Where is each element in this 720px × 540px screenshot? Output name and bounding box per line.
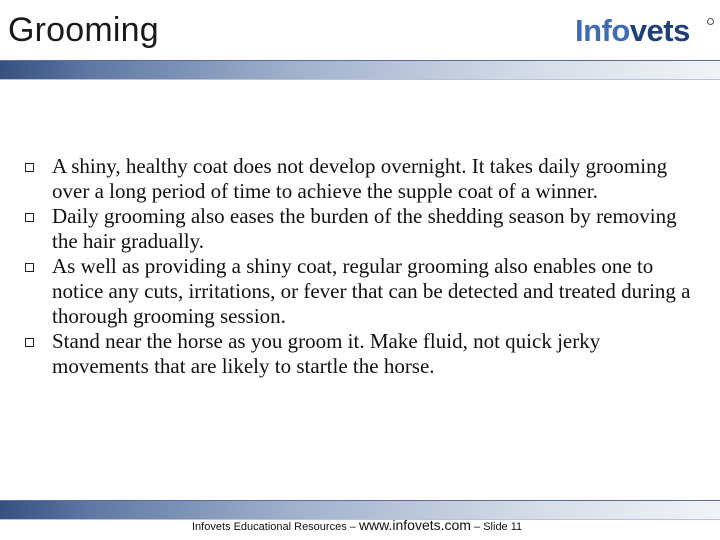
logo-part-vets: vets	[629, 13, 690, 48]
logo-part-info: Info	[575, 13, 630, 48]
trademark-icon	[707, 18, 714, 25]
square-bullet-icon	[25, 163, 34, 172]
bullet-list	[52, 154, 702, 379]
bullet-text: As well as providing a shiny coat, regular grooming also enables one to notice any cuts, irritations, or fever that can be detected and treated during a thorough grooming session.	[52, 254, 691, 328]
infovets-logo	[575, 12, 715, 52]
footer-text	[192, 516, 522, 536]
footer-prefix: Infovets Educational Resources –	[192, 521, 359, 533]
bullet-text: Stand near the horse as you groom it. Make fluid, not quick jerky movements that are likely to startle the horse.	[52, 329, 601, 378]
bullet-text: Daily grooming also eases the burden of the shedding season by removing the hair gradually.	[52, 204, 677, 253]
header-gradient-bar	[0, 60, 720, 80]
bullet-item	[52, 204, 702, 254]
square-bullet-icon	[25, 263, 34, 272]
bullet-item	[52, 329, 702, 379]
square-bullet-icon	[25, 213, 34, 222]
slide-title: Grooming	[8, 11, 159, 49]
square-bullet-icon	[25, 338, 34, 347]
footer-url-link[interactable]: www.infovets.com	[358, 517, 471, 533]
bullet-text: A shiny, healthy coat does not develop overnight. It takes daily grooming over a long period of time to achieve the supple coat of a winner.	[52, 154, 668, 203]
bullet-item	[52, 154, 702, 204]
bullet-item	[52, 254, 702, 329]
footer-slide-number: – Slide 11	[470, 521, 523, 533]
